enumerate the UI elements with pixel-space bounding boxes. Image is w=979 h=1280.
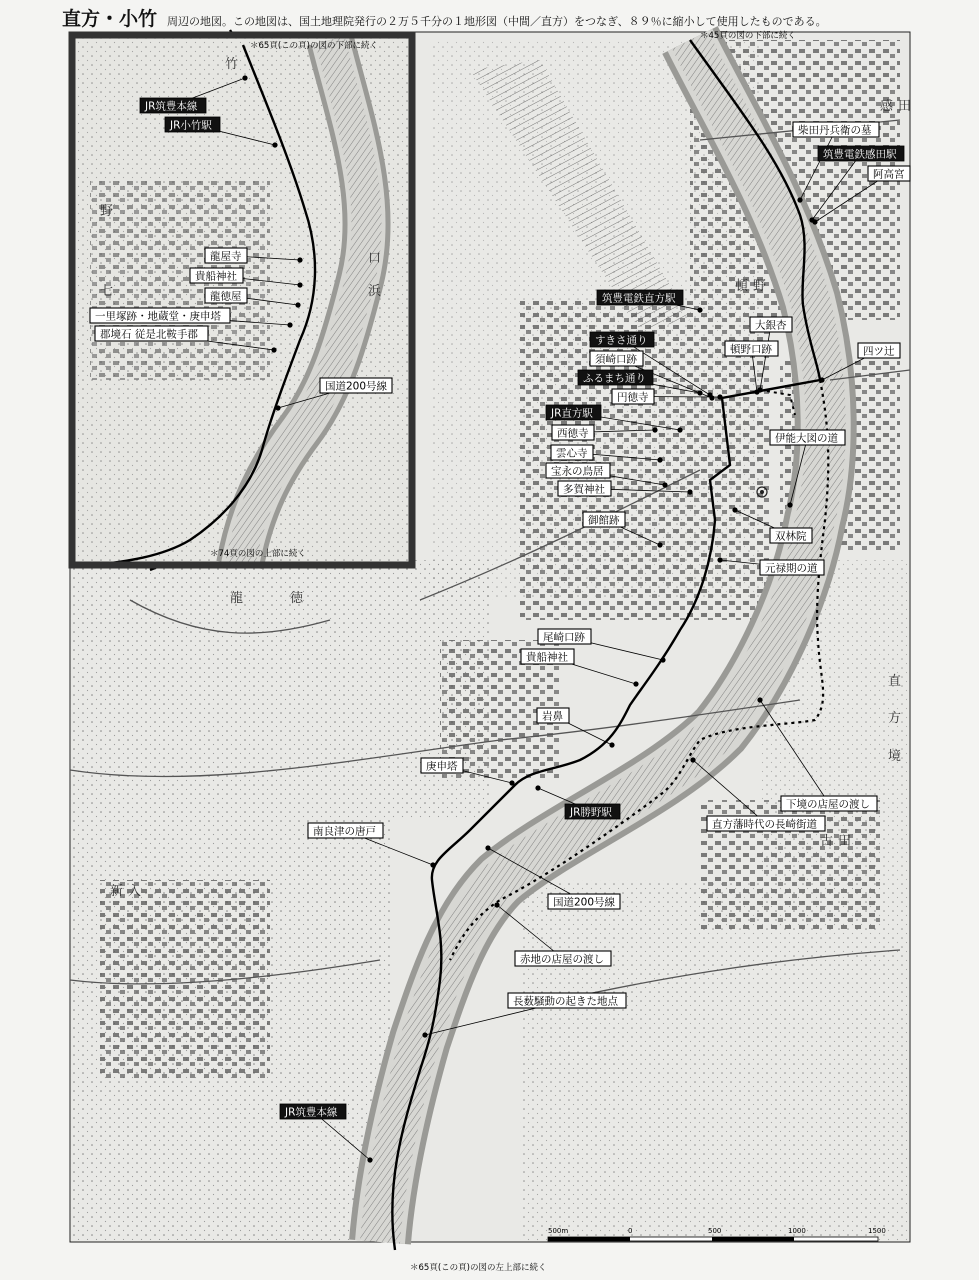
inset-label	[205, 288, 247, 303]
point-marker	[431, 863, 435, 867]
label-text: 雲心寺	[556, 447, 588, 460]
label-text: 直方藩時代の長崎街道	[712, 818, 817, 831]
main-label	[868, 166, 910, 181]
point-marker	[510, 781, 514, 785]
point-marker	[486, 846, 490, 850]
inset-label	[320, 378, 392, 393]
place-name: 龍	[230, 591, 244, 606]
place-name: 田	[898, 99, 912, 114]
label-text: 円徳寺	[617, 391, 649, 404]
place-name: 感	[880, 99, 894, 114]
main-label	[421, 758, 463, 773]
label-text: 多賀神社	[563, 483, 605, 496]
main-label	[597, 290, 683, 305]
label-text: 国道200号線	[325, 380, 388, 393]
main-label	[551, 445, 593, 460]
inset-label	[165, 117, 220, 132]
label-text: 庚申塔	[426, 760, 458, 773]
label-text: 双林院	[775, 530, 807, 543]
scale-tick: 500m	[548, 1227, 569, 1235]
point-marker	[661, 658, 665, 662]
main-label	[515, 951, 611, 966]
point-marker	[653, 428, 657, 432]
label-text: 龍屋寺	[210, 250, 242, 263]
label-text: 一里塚跡・地蔵堂・庚申塔	[95, 310, 221, 323]
point-marker	[243, 76, 247, 80]
place-name: 直	[888, 674, 902, 689]
scale-tick: 1000	[788, 1227, 806, 1235]
main-top-note: ＊45頁の図の下部に続く	[700, 31, 796, 41]
main-label	[590, 332, 654, 347]
place-name: 野	[753, 279, 767, 294]
place-name: 口	[368, 251, 382, 266]
label-text: 柴田丹兵衛の墓	[798, 124, 872, 137]
point-marker	[820, 378, 824, 382]
label-text: 赤地の店屋の渡し	[520, 953, 604, 966]
point-marker	[276, 406, 280, 410]
point-marker	[691, 758, 695, 762]
point-marker	[634, 682, 638, 686]
main-label	[280, 1104, 346, 1119]
label-text: 尾崎口跡	[543, 631, 585, 644]
label-text: 南良津の唐戸	[313, 825, 376, 838]
place-name: 竹	[225, 57, 239, 72]
main-label	[308, 823, 383, 838]
label-text: 伊能大図の道	[775, 432, 838, 445]
main-label	[552, 425, 594, 440]
point-marker	[658, 543, 662, 547]
inset-label	[190, 268, 243, 283]
point-marker	[272, 348, 276, 352]
main-label	[548, 894, 620, 909]
point-marker	[788, 503, 792, 507]
label-text: 四ツ辻	[863, 345, 895, 358]
main-label	[521, 649, 574, 664]
main-label	[578, 370, 653, 385]
main-bottom-note: ＊65頁(この頁)の図の左上部に続く	[410, 1263, 547, 1273]
place-name: 新	[110, 884, 124, 899]
main-label	[750, 317, 792, 332]
point-marker	[733, 508, 737, 512]
point-marker	[423, 1033, 427, 1037]
main-label	[612, 389, 654, 404]
point-marker	[298, 283, 302, 287]
label-text: 龍徳屋	[210, 290, 242, 303]
label-text: 宝永の鳥居	[551, 465, 604, 478]
label-text: 西徳寺	[557, 427, 589, 440]
place-name: 徳	[290, 591, 304, 606]
main-label	[781, 796, 877, 811]
main-label	[793, 122, 879, 137]
label-text: 御館跡	[588, 514, 620, 527]
place-name: 野	[100, 204, 114, 219]
main-label	[590, 351, 643, 366]
point-marker	[710, 396, 714, 400]
point-marker	[296, 303, 300, 307]
place-name: 田	[838, 834, 852, 849]
point-marker	[663, 483, 667, 487]
main-label	[565, 804, 620, 819]
point-marker	[495, 903, 499, 907]
label-text: 貴船神社	[526, 651, 568, 664]
label-text: JR筑豊本線	[285, 1106, 338, 1119]
point-marker	[536, 786, 540, 790]
label-text: 郡境石 従是北鞍手郡	[100, 328, 198, 341]
point-marker	[688, 490, 692, 494]
label-text: 頓野口跡	[730, 343, 772, 356]
place-name: 七	[100, 284, 114, 299]
main-label	[725, 341, 778, 356]
place-name: 境	[888, 749, 902, 764]
main-label	[770, 430, 845, 445]
main-label	[818, 146, 904, 161]
main-label	[558, 481, 611, 496]
point-marker	[298, 258, 302, 262]
label-text: 大銀杏	[755, 319, 787, 332]
inset-top-note: ＊65頁(この頁)の図の下部に続く	[250, 41, 378, 51]
main-label	[538, 629, 591, 644]
main-label	[537, 708, 569, 723]
main-label	[858, 343, 900, 358]
map-caption: 周辺の地図。この地図は、国土地理院発行の２万５千分の１地形図（中間／直方）をつなぎ、８９％に縮小して使用したものである。	[167, 15, 827, 28]
place-name: 頓	[735, 279, 749, 294]
place-name: 方	[888, 711, 902, 726]
point-marker	[273, 143, 277, 147]
point-marker	[755, 390, 759, 394]
point-marker	[718, 558, 722, 562]
point-marker	[798, 198, 802, 202]
scale-tick: 0	[628, 1227, 633, 1235]
main-label	[770, 528, 812, 543]
inset-label	[205, 248, 247, 263]
label-text: 貴船神社	[195, 270, 237, 283]
map-title: 直方・小竹	[62, 8, 158, 30]
point-marker	[368, 1158, 372, 1162]
point-marker	[678, 428, 682, 432]
place-name: 古	[820, 834, 834, 849]
point-marker	[288, 323, 292, 327]
point-marker	[698, 308, 702, 312]
label-text: 長薮騒動の起きた地点	[513, 995, 618, 1008]
main-label	[760, 560, 824, 575]
point-marker	[698, 391, 702, 395]
scale-tick: 1500	[868, 1227, 886, 1235]
label-text: すきさ通り	[595, 334, 648, 347]
main-label	[583, 512, 625, 527]
main-label	[508, 993, 626, 1008]
label-text: JR筑豊本線	[145, 100, 198, 113]
label-text: JR勝野駅	[570, 806, 612, 819]
label-text: 下境の店屋の渡し	[786, 798, 870, 811]
place-name: 入	[128, 884, 142, 899]
point-marker	[813, 220, 817, 224]
main-label	[707, 816, 825, 831]
place-name: 浜	[368, 284, 382, 299]
label-text: 岩鼻	[542, 710, 563, 723]
label-text: 元禄期の道	[765, 562, 818, 575]
inset-label	[140, 98, 206, 113]
label-text: JR直方駅	[551, 407, 593, 420]
label-text: 筑豊電鉄直方駅	[602, 292, 676, 305]
inset-label	[95, 326, 208, 341]
point-marker	[758, 698, 762, 702]
inset-bottom-note: ＊74頁の図の上部に続く	[210, 549, 306, 559]
main-label	[546, 405, 601, 420]
label-text: 須崎口跡	[595, 353, 637, 366]
label-text: JR小竹駅	[170, 119, 212, 132]
label-text: 筑豊電鉄感田駅	[823, 148, 897, 161]
main-label	[546, 463, 610, 478]
point-marker	[610, 743, 614, 747]
point-marker	[718, 395, 722, 399]
label-text: ふるまち通り	[583, 372, 646, 385]
label-text: 阿高宮	[873, 168, 905, 181]
inset-label	[90, 308, 230, 323]
scale-tick: 500	[708, 1227, 722, 1235]
label-text: 国道200号線	[553, 896, 616, 909]
point-marker	[658, 458, 662, 462]
